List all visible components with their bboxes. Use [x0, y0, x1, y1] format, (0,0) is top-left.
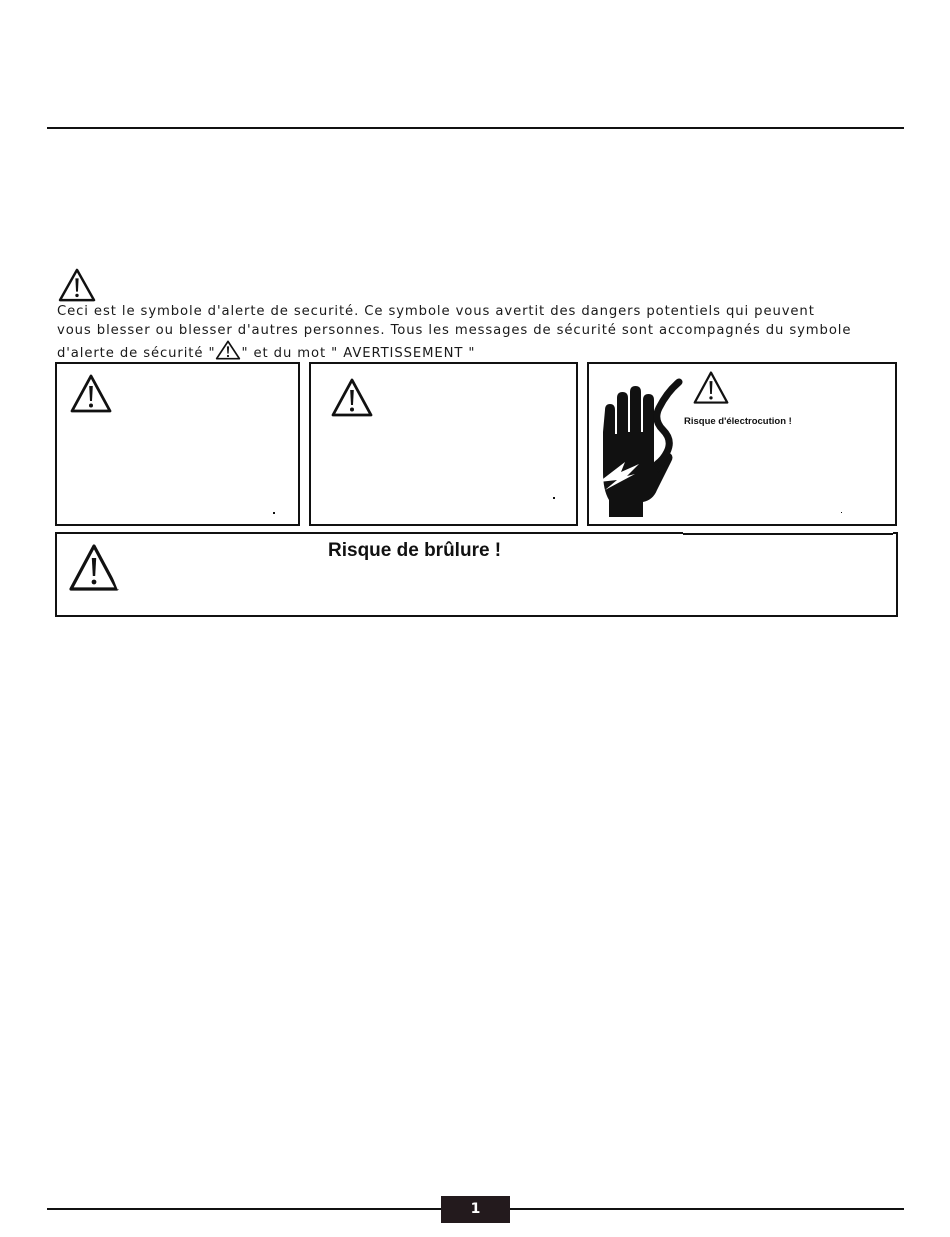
warning-box-2	[309, 362, 578, 526]
warning-triangle-icon	[70, 374, 112, 414]
warning-box-burn	[55, 532, 898, 617]
box-dot	[553, 497, 555, 499]
intro-line-3	[57, 340, 907, 363]
burn-title: Risque de brûlure !	[328, 540, 502, 561]
electrocution-title: Risque d'électrocution !	[684, 416, 792, 427]
safety-intro-text	[57, 302, 907, 363]
warning-triangle-icon	[331, 378, 373, 418]
intro-line-2: vous blesser ou blesser d'autres personnes. Tous les messages de sécurité sont accompagnés du symbole	[57, 323, 852, 338]
header-rule	[47, 127, 904, 129]
intro-line-3-end: " et du mot " AVERTISSEMENT "	[241, 346, 476, 361]
box-top-edge-line	[683, 533, 893, 535]
box-dot	[273, 512, 275, 514]
hand-shock-icon	[597, 372, 683, 518]
inline-warning-triangle-icon	[215, 340, 241, 360]
intro-line-1: Ceci est le symbole d'alerte de securité. Ce symbole vous avertit des dangers potentiels qui peuvent	[57, 304, 815, 319]
warning-triangle-icon	[693, 370, 729, 406]
warning-box-1	[55, 362, 300, 526]
box-dot	[841, 512, 842, 513]
warning-box-electrocution	[587, 362, 897, 526]
warning-triangle-icon	[58, 268, 96, 302]
intro-line-3-start: d'alerte de sécurité "	[57, 346, 216, 361]
page-number: 1	[441, 1196, 510, 1223]
warning-triangle-icon	[69, 544, 119, 592]
